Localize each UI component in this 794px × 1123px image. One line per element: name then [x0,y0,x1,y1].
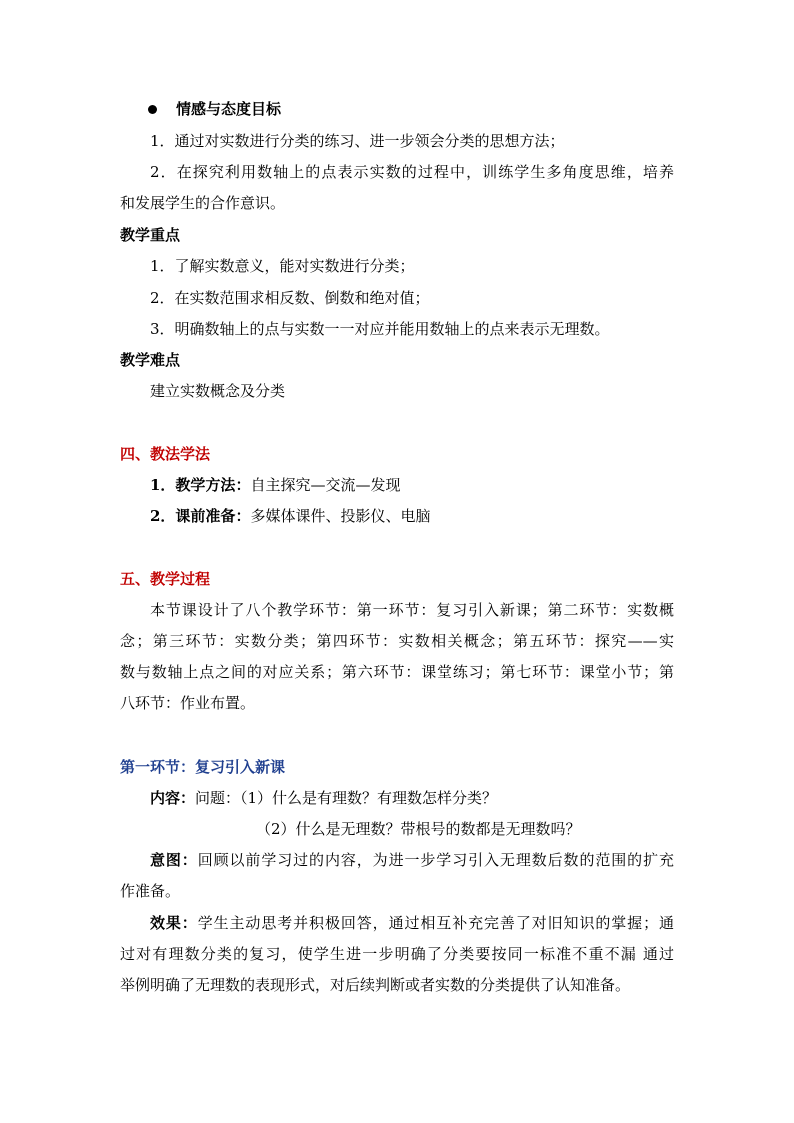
key-point-item-1: 1．了解实数意义，能对实数进行分类； [150,257,415,275]
step1-effect-row [150,913,674,933]
step1-content-label: 内容： [150,789,196,807]
step1-question-1: 问题：（1）什么是有理数？有理数怎样分类？ [195,789,498,807]
emotion-goal-item-2-cont: 和发展学生的合作意识。 [120,194,286,212]
key-points-heading: 教学重点 [120,226,181,244]
key-point-item-3: 3．明确数轴上的点与实数一一对应并能用数轴上的点来表示无理数。 [150,320,610,338]
section4-heading: 四、教法学法 [120,445,211,463]
step1-effect-line-2: 过对有理数分类的复习，使学生进一步明确了分类要按同一标准不重不漏 通过 [120,945,674,963]
preparation-row [150,506,430,526]
step1-heading: 第一环节：复习引入新课 [120,758,286,776]
difficulties-text: 建立实数概念及分类 [150,382,286,400]
step1-effect-label: 效果： [150,914,198,932]
preparation-label: 2．课前准备： [150,507,251,525]
section5-heading: 五、教学过程 [120,570,211,588]
step1-effect-line-1: 学生主动思考并积极回答，通过相互补充完善了对旧知识的掌握；通 [197,914,674,932]
process-line-3: 数与数轴上点之间的对应关系；第六环节：课堂练习；第七环节：课堂小节；第 [120,663,674,681]
step1-intent-label: 意图： [150,851,198,869]
process-line-4: 八环节：作业布置。 [120,694,256,712]
preparation-value: 多媒体课件、投影仪、电脑 [250,507,431,525]
step1-effect-line-3: 举例明确了无理数的表现形式，对后续判断或者实数的分类提供了认知准备。 [120,976,631,994]
step1-intent-row [150,850,674,870]
teaching-method-label: 1．教学方法： [150,476,251,494]
key-point-item-2: 2．在实数范围求相反数、倒数和绝对值； [150,289,430,307]
step1-intent-line-2: 作准备。 [120,882,181,900]
process-line-2: 念；第三环节：实数分类；第四环节：实数相关概念；第五环节：探究——实 [120,632,674,650]
step1-question-2: （2）什么是无理数？带根号的数都是无理数吗？ [256,820,581,838]
process-line-1: 本节课设计了八个教学环节：第一环节：复习引入新课；第二环节：实数概 [150,601,674,619]
step1-content-row [150,788,497,808]
difficulties-heading: 教学难点 [120,351,181,369]
emotion-goal-item-1: 1．通过对实数进行分类的练习、进一步领会分类的思想方法； [150,132,565,150]
teaching-method-value: 自主探究—交流—发现 [250,476,401,494]
step1-intent-line-1: 回顾以前学习过的内容，为进一步学习引入无理数后数的范围的扩充 [197,851,674,869]
emotion-goals-heading: 情感与态度目标 [176,100,282,118]
emotion-goal-item-2: 2．在探究利用数轴上的点表示实数的过程中，训练学生多角度思维，培养 [150,163,674,181]
bullet-dot-icon [148,105,157,114]
teaching-method-row [150,475,400,495]
